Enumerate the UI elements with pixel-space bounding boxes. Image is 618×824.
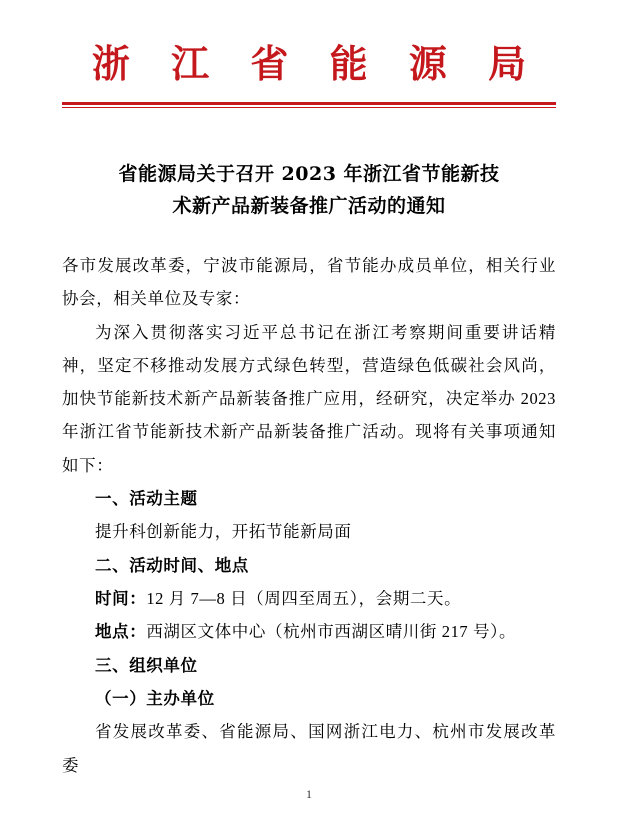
event-place-value: 西湖区文体中心（杭州市西湖区晴川街 217 号）。 [146,622,517,642]
section-3-heading: 三、组织单位 [95,655,198,675]
doc-title-line-2: 术新产品新装备推广活动的通知 [172,195,446,218]
section-1-body: 提升科创新能力，开拓节能新局面 [95,522,352,542]
section-1-heading: 一、活动主题 [95,489,198,509]
page-number: 1 [306,787,312,801]
event-time-label: 时间： [95,589,147,609]
masthead-title: 浙 江 省 能 源 局 [91,41,541,86]
page-title [62,158,556,223]
recipients-paragraph: 各市发展改革委，宁波市能源局，省节能办成员单位，相关行业协会，相关单位及专家： [62,255,556,309]
event-place-label: 地点： [95,622,147,642]
section-3-subheading-1: （一）主办单位 [95,689,215,709]
event-place-line [62,615,556,648]
masthead [62,0,556,108]
section-2-heading: 二、活动时间、地点 [95,555,249,575]
document-body [62,249,556,782]
intro-paragraph: 为深入贯彻落实习近平总书记在浙江考察期间重要讲话精神，坚定不移推动发展方式绿色转型，营造绿色低碳社会风尚，加快节能新技术新产品新装备推广应用，经研究，决定举办 2023 年浙江省节能新技术新产品新装备推广活动。现将有关事项通知如下： [62,322,556,475]
masthead-rule-thick [62,102,556,105]
doc-title-line-1: 省能源局关于召开 2023 年浙江省节能新技 [118,162,500,185]
event-time-value: 12 月 7—8 日（周四至周五），会期二天。 [146,589,462,609]
event-time-line [62,582,556,615]
section-3-sub1-body: 省发展改革委、省能源局、国网浙江电力、杭州市发展改革委 [62,722,556,775]
masthead-rule-thin [62,107,556,108]
